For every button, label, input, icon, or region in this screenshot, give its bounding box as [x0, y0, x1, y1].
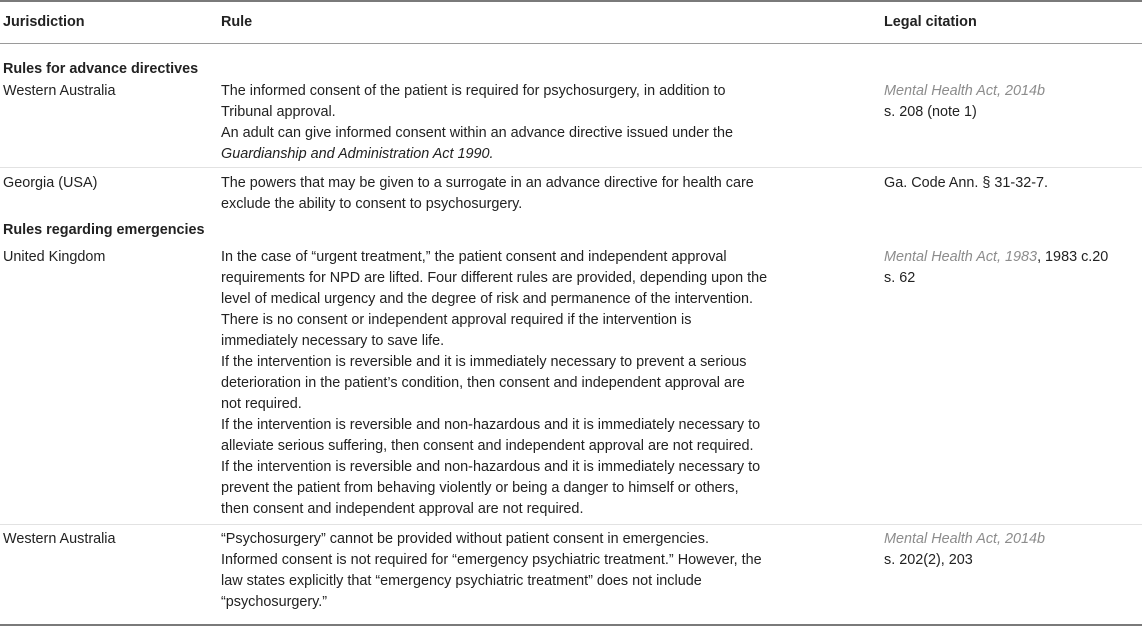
cell-jurisdiction: United Kingdom	[3, 249, 106, 265]
cell-rule	[221, 247, 851, 520]
citation-line: s. 208 (note 1)	[884, 104, 977, 120]
header-rule-line	[0, 43, 1142, 44]
cell-rule	[221, 81, 851, 165]
rule-line: The informed consent of the patient is required for psychosurgery, in addition to	[221, 83, 726, 99]
cell-citation	[884, 81, 1134, 123]
section-title-emergencies: Rules regarding emergencies	[3, 222, 205, 238]
rule-line: There is no consent or independent approval required if the intervention is	[221, 312, 692, 328]
header-rule: Rule	[221, 14, 253, 30]
table-top-rule	[0, 0, 1142, 2]
cell-citation	[884, 247, 1134, 289]
rule-line: prevent the patient from behaving violently or being a danger to himself or others,	[221, 480, 739, 496]
section-title-advance-directives: Rules for advance directives	[3, 61, 199, 77]
header-jurisdiction: Jurisdiction	[3, 14, 85, 30]
cell-jurisdiction: Western Australia	[3, 83, 116, 99]
rule-line: immediately necessary to save life.	[221, 333, 445, 349]
rule-line: “psychosurgery.”	[221, 594, 328, 610]
rule-line: alleviate serious suffering, then consent and independent approval are not required.	[221, 438, 754, 454]
rule-line: Informed consent is not required for “emergency psychiatric treatment.” However, the	[221, 552, 762, 568]
rule-line: The powers that may be given to a surrogate in an advance directive for health care	[221, 175, 754, 191]
rule-line: In the case of “urgent treatment,” the patient consent and independent approval	[221, 249, 727, 265]
rule-line: deterioration in the patient’s condition, then consent and independent approval are	[221, 375, 745, 391]
cell-citation	[884, 529, 1134, 571]
rule-line: If the intervention is reversible and non-hazardous and it is immediately necessary to	[221, 417, 761, 433]
citation-line: Ga. Code Ann. § 31-32-7.	[884, 175, 1049, 191]
citation-first-line	[884, 247, 1134, 268]
header-citation: Legal citation	[884, 14, 977, 30]
rule-line: exclude the ability to consent to psychosurgery.	[221, 196, 523, 212]
citation-line: s. 62	[884, 270, 916, 286]
citation-line: s. 202(2), 203	[884, 552, 973, 568]
citation-act-link[interactable]: Mental Health Act, 2014b	[884, 83, 1046, 99]
rule-line: not required.	[221, 396, 302, 412]
citation-act-link[interactable]: Mental Health Act, 2014b	[884, 531, 1046, 547]
table-bottom-rule	[0, 624, 1142, 626]
row-separator	[0, 524, 1142, 525]
rule-line: If the intervention is reversible and it is immediately necessary to prevent a serious	[221, 354, 747, 370]
rule-line: then consent and independent approval are not required.	[221, 501, 584, 517]
cell-rule	[221, 529, 851, 613]
cell-citation	[884, 173, 1134, 194]
rule-line: level of medical urgency and the degree of risk and permanence of the intervention.	[221, 291, 753, 307]
rule-line: An adult can give informed consent within an advance directive issued under the	[221, 125, 733, 141]
rule-line: “Psychosurgery” cannot be provided without patient consent in emergencies.	[221, 531, 709, 547]
citation-act-link[interactable]: Mental Health Act, 1983	[884, 249, 1038, 265]
rule-line-act-title: Guardianship and Administration Act 1990.	[221, 146, 494, 162]
rule-line: If the intervention is reversible and non-hazardous and it is immediately necessary to	[221, 459, 761, 475]
cell-rule	[221, 173, 851, 215]
rule-line: law states explicitly that “emergency psychiatric treatment” does not include	[221, 573, 702, 589]
cell-jurisdiction: Western Australia	[3, 531, 116, 547]
rule-line: requirements for NPD are lifted. Four different rules are provided, depending upon the	[221, 270, 768, 286]
cell-jurisdiction: Georgia (USA)	[3, 175, 98, 191]
row-separator	[0, 167, 1142, 168]
rule-line: Tribunal approval.	[221, 104, 336, 120]
citation-act-suffix: , 1983 c.20	[1037, 249, 1109, 265]
